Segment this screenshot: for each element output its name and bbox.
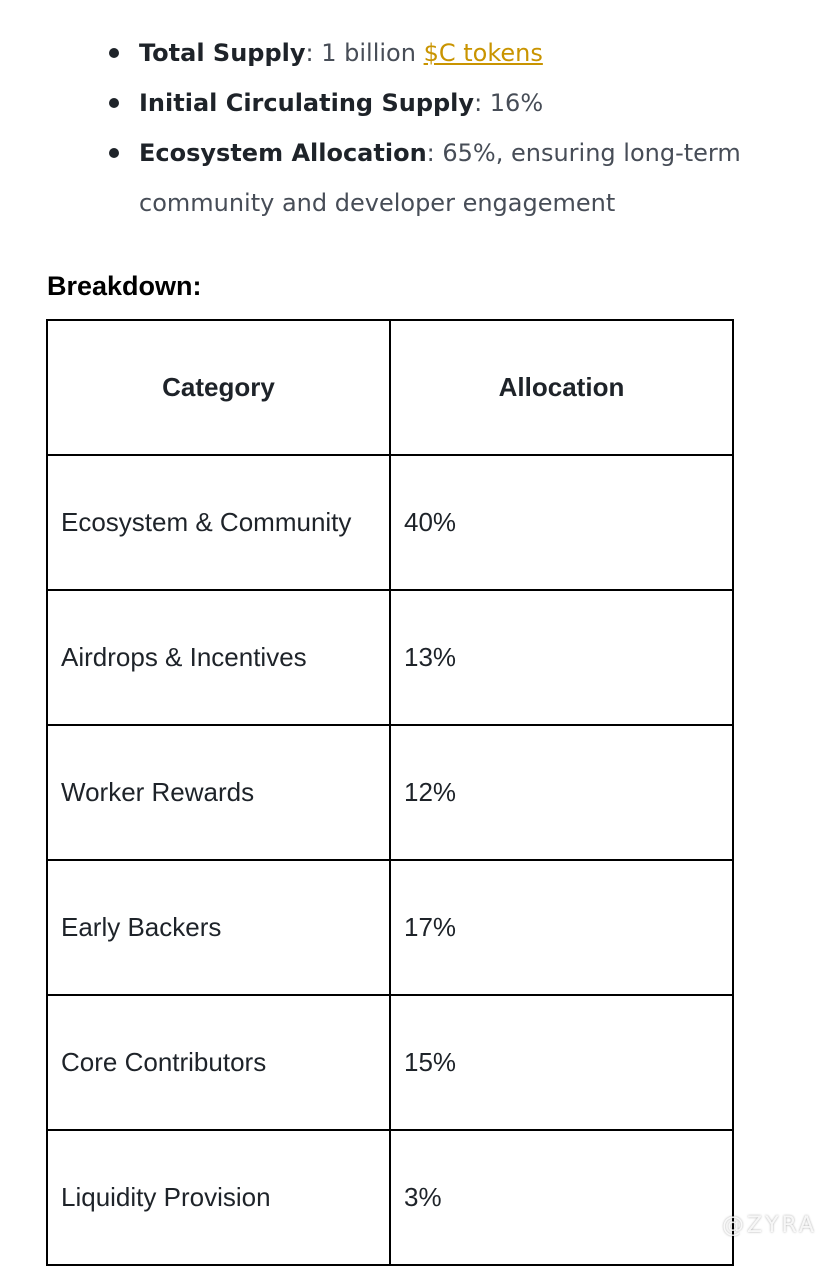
allocation-cell: 15% [390,995,733,1130]
bullet-text: : 65%, ensuring long-term community and developer engagement [139,139,741,217]
category-cell: Early Backers [47,860,390,995]
bullet-dot-icon [109,148,119,158]
table-row [47,455,733,590]
bullet-dot-icon [109,48,119,58]
supply-bullet-list [100,28,780,228]
bullet-text: : 1 billion [305,39,424,67]
allocation-table [46,319,734,1266]
allocation-cell: 3% [390,1130,733,1265]
table-row [47,590,733,725]
category-cell: Core Contributors [47,995,390,1130]
allocation-cell: 17% [390,860,733,995]
table-row [47,1130,733,1265]
bullet-dot-icon [109,98,119,108]
category-cell: Airdrops & Incentives [47,590,390,725]
category-cell: Ecosystem & Community [47,455,390,590]
bullet-label: Ecosystem Allocation [139,139,427,167]
header-category: Category [47,320,390,455]
bullet-text: : 16% [474,89,544,117]
bullet-total-supply [100,28,780,78]
bullet-label: Total Supply [139,39,306,67]
bullet-label: Initial Circulating Supply [139,89,475,117]
category-cell: Liquidity Provision [47,1130,390,1265]
table-row [47,725,733,860]
allocation-cell: 40% [390,455,733,590]
table-row [47,860,733,995]
allocation-cell: 13% [390,590,733,725]
bullet-ecosystem-allocation [100,128,780,228]
allocation-cell: 12% [390,725,733,860]
breakdown-heading: Breakdown: [47,271,202,301]
table-row [47,995,733,1130]
header-allocation: Allocation [390,320,733,455]
watermark: @ZYRA [722,1213,817,1238]
c-tokens-link[interactable]: $C tokens [423,39,543,67]
table-header-row [47,320,733,455]
category-cell: Worker Rewards [47,725,390,860]
bullet-initial-circulating-supply [100,78,780,128]
